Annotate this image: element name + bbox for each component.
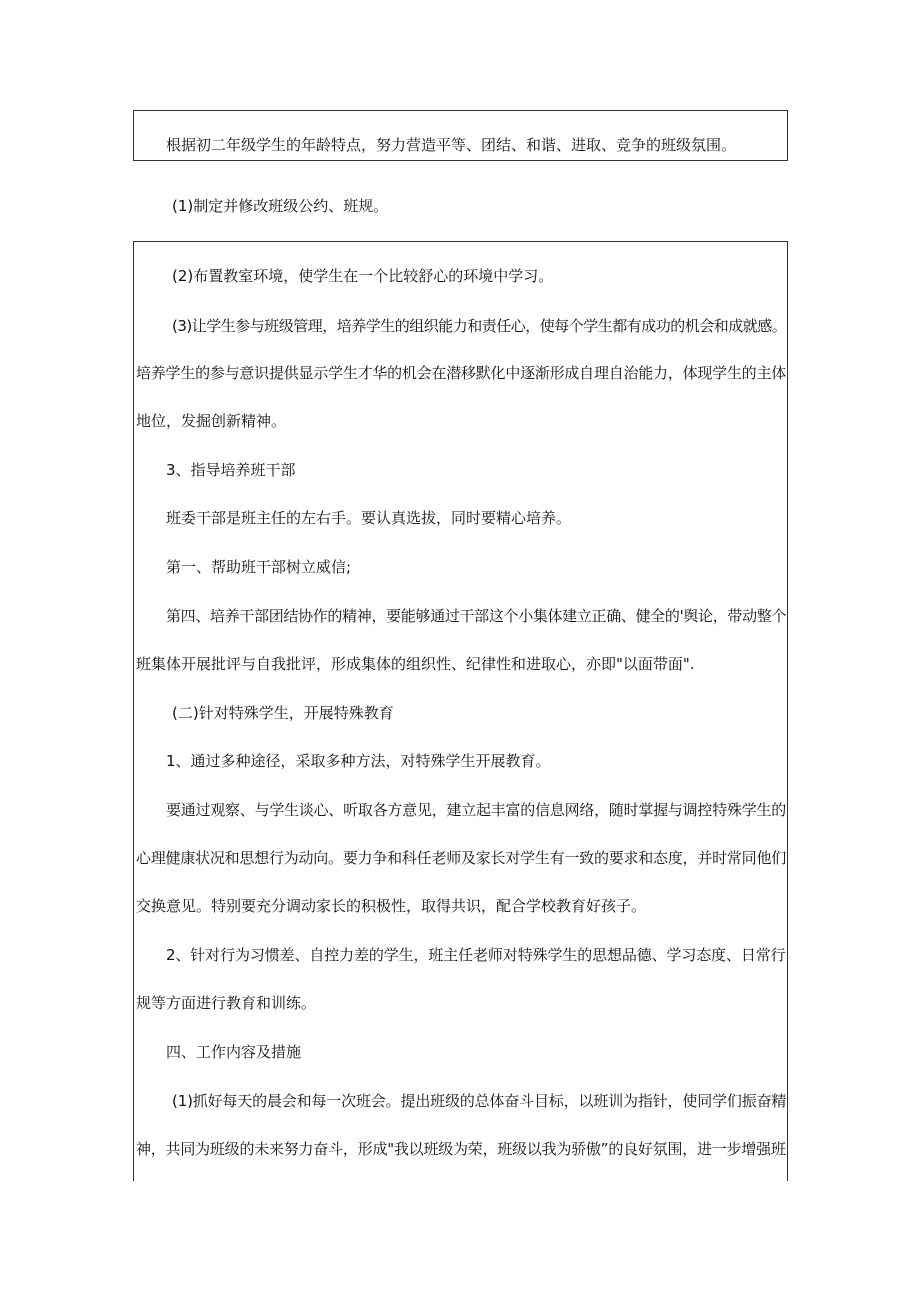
paragraph-line: 神，共同为班级的未来努力奋斗，形成"我以班级为荣，班级以我为骄傲”的良好氛围，进一步增强班	[136, 1140, 786, 1158]
section-heading: (二)针对特殊学生，开展特殊教育	[172, 704, 394, 722]
paragraph-line: 第一、帮助班干部树立威信;	[166, 558, 352, 576]
paragraph-line: 2、针对行为习惯差、自控力差的学生，班主任老师对特殊学生的思想品德、学习态度、日常行	[166, 946, 786, 964]
section-heading: 四、工作内容及措施	[166, 1043, 302, 1061]
paragraph-line: 班集体开展批评与自我批评，形成集体的组织性、纪律性和进取心，亦即"以面带面".	[136, 655, 695, 673]
paragraph-line: 交换意见。特别要充分调动家长的积极性，取得共识，配合学校教育好孩子。	[136, 897, 647, 915]
paragraph-line: 第四、培养干部团结协作的精神，要能够通过干部这个小集体建立正确、健全的'舆论，带动整个	[166, 607, 787, 625]
paragraph-line: 规等方面进行教育和训练。	[136, 994, 317, 1012]
paragraph-line: (2)布置教室环境，使学生在一个比较舒心的环境中学习。	[172, 267, 554, 285]
intro-text: 根据初二年级学生的年龄特点，努力营造平等、团结、和谐、进取、竞争的班级氛围。	[166, 136, 737, 154]
paragraph-line: 培养学生的参与意识提供显示学生才华的机会在潜移默化中逐渐形成自理自治能力，体现学生的主体	[136, 364, 787, 382]
paragraph-line: 要通过观察、与学生谈心、听取各方意见，建立起丰富的信息网络，随时掌握与调控特殊学生的	[166, 801, 787, 819]
paragraph-line: 心理健康状况和思想行为动向。要力争和科任老师及家长对学生有一致的要求和态度，并时常同他们	[136, 849, 787, 867]
paragraph-line: 1、通过多种途径，采取多种方法，对特殊学生开展教育。	[166, 752, 551, 770]
paragraph-line: (1)抓好每天的晨会和每一次班会。提出班级的总体奋斗目标，以班训为指针，使同学们振奋精	[172, 1092, 787, 1110]
paragraph-line: 地位，发掘创新精神。	[136, 412, 287, 430]
paragraph-line: (3)让学生参与班级管理，培养学生的组织能力和责任心，使每个学生都有成功的机会和成就感。	[172, 317, 787, 335]
item-1-text: (1)制定并修改班级公约、班规。	[172, 197, 389, 215]
section-heading: 3、指导培养班干部	[166, 461, 296, 479]
paragraph-line: 班委干部是班主任的左右手。要认真选拔，同时要精心培养。	[166, 509, 572, 527]
